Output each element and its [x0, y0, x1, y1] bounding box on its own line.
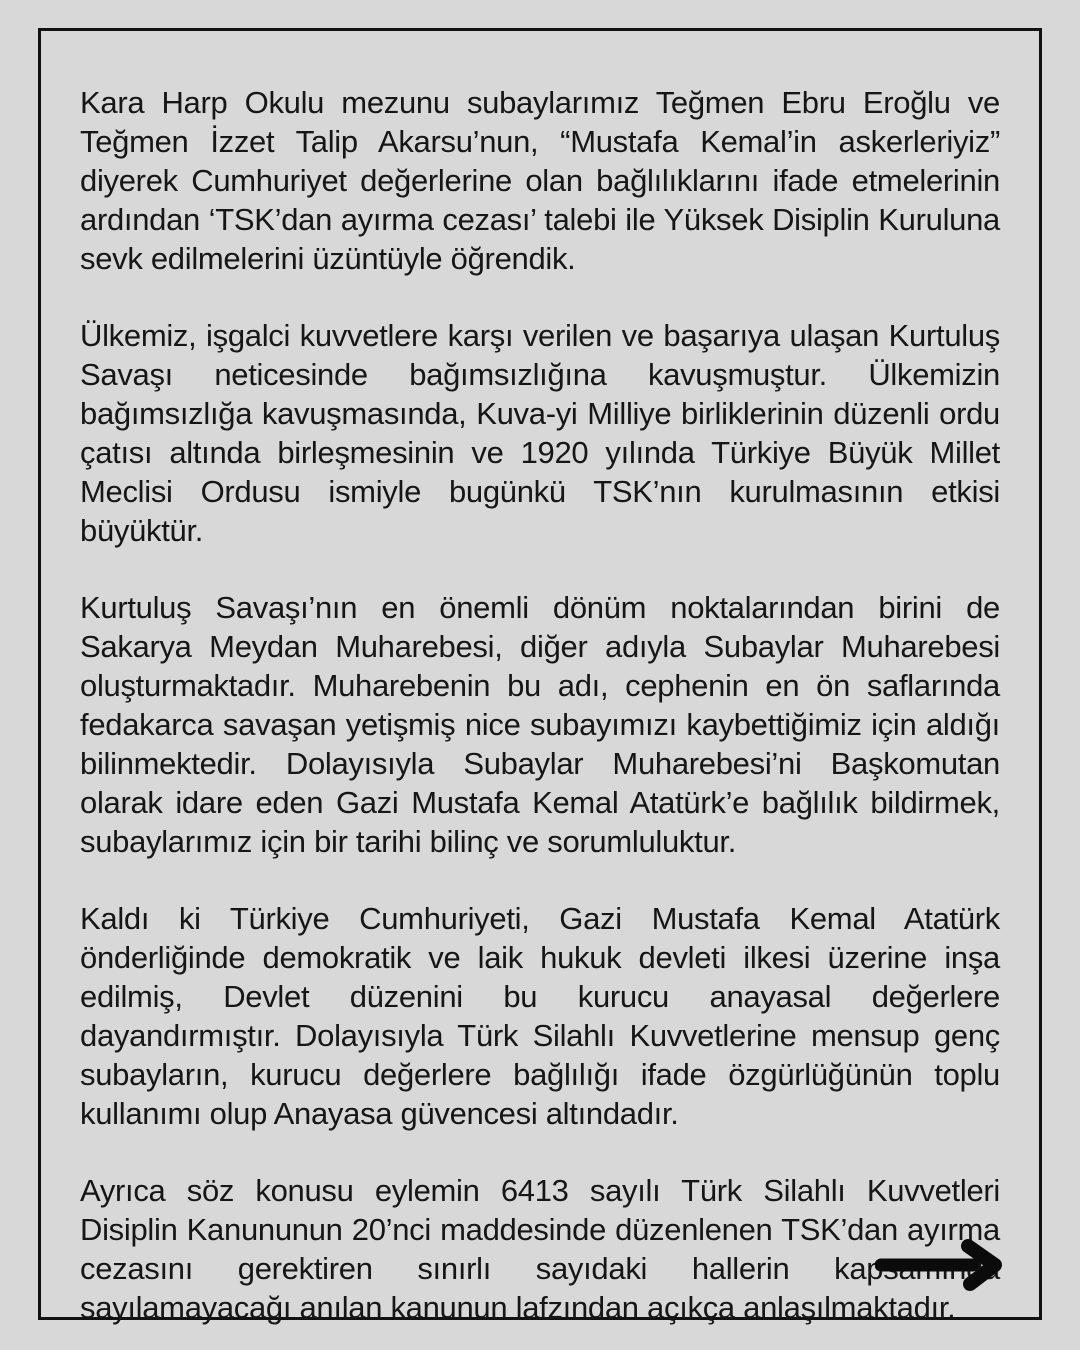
- paragraph-2: Ülkemiz, işgalci kuvvetlere karşı verilen ve başarıya ulaşan Kurtuluş Savaşı neticesinde bağımsızlığına kavuşmuştur. Ülkemizin bağımsızlığa kavuşmasında, Kuva-yi Milliye birliklerinin düzenli ordu çatısı altında birleşmesinin ve 1920 yılında Türkiye Büyük Millet Meclisi Ordusu ismiyle bugünkü TSK’nın kurulmasının etkisi büyüktür.: [80, 318, 1000, 548]
- statement-frame: [38, 28, 1042, 1325]
- paragraph-5: Ayrıca söz konusu eylemin 6413 sayılı Türk Silahlı Kuvvetleri Disiplin Kanununun 20’nci maddesinde düzenlenen TSK’dan ayırma cezasını gerektiren sınırlı sayıdaki hallerin kapsamında sayılamayacağı anılan kanunun lafzından açıkça anlaşılmaktadır.: [80, 1173, 1000, 1325]
- paragraph-4: Kaldı ki Türkiye Cumhuriyeti, Gazi Mustafa Kemal Atatürk önderliğinde demokratik ve laik hukuk devleti ilkesi üzerine inşa edilmiş, Devlet düzenini bu kurucu anayasal değerlere dayandırmıştır. Dolayısıyla Türk Silahlı Kuvvetlerine mensup genç subayların, kurucu değerlere bağlılığı ifade özgürlüğünün toplu kullanımı olup Anayasa güvencesi altındadır.: [80, 901, 1000, 1131]
- arrow-right-icon: [875, 1239, 1003, 1291]
- paragraph-1: Kara Harp Okulu mezunu subaylarımız Teğmen Ebru Eroğlu ve Teğmen İzzet Talip Akarsu’nun, “Mustafa Kemal’in askerleriyiz” diyerek Cumhuriyet değerlerine olan bağlılıklarını ifade etmelerinin ardından ‘TSK’dan ayırma cezası’ talebi ile Yüksek Disiplin Kuruluna sevk edilmelerini üzüntüyle öğrendik.: [80, 85, 1000, 276]
- paragraph-3: Kurtuluş Savaşı’nın en önemli dönüm noktalarından birini de Sakarya Meydan Muharebesi, diğer adıyla Subaylar Muharebesi oluşturmaktadır. Muharebenin bu adı, cephenin en ön saflarında fedakarca savaşan yetişmiş nice subayımızı kaybettiğimiz için aldığı bilinmektedir. Dolayısıyla Subaylar Muharebesi’ni Başkomutan olarak idare eden Gazi Mustafa Kemal Atatürk’e bağlılık bildirmek, subaylarımız için bir tarihi bilinç ve sorumluluktur.: [80, 590, 1000, 859]
- statement-text-block: [80, 83, 1000, 1325]
